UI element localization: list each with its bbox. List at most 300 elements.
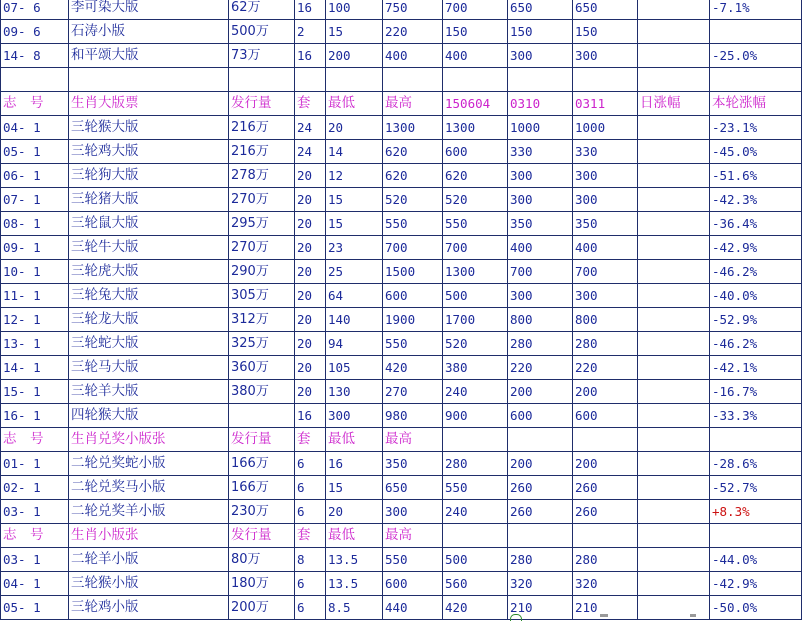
cell-price-a[interactable] bbox=[443, 524, 508, 548]
cell-issue[interactable]: 290万 bbox=[229, 260, 295, 284]
cell-price-c[interactable]: 0311 bbox=[573, 92, 638, 116]
cell-issue[interactable]: 200万 bbox=[229, 596, 295, 620]
cell-day-change[interactable] bbox=[638, 404, 710, 428]
cell-code[interactable]: 11- 1 bbox=[1, 284, 69, 308]
cell-issue[interactable]: 发行量 bbox=[229, 428, 295, 452]
cell-low[interactable]: 23 bbox=[326, 236, 383, 260]
cell-issue[interactable]: 278万 bbox=[229, 164, 295, 188]
cell-price-b[interactable]: 330 bbox=[508, 140, 573, 164]
cell-round-change[interactable]: -7.1% bbox=[710, 0, 802, 20]
cell-code[interactable]: 04- 1 bbox=[1, 116, 69, 140]
cell-low[interactable]: 200 bbox=[326, 44, 383, 68]
cell-day-change[interactable] bbox=[638, 332, 710, 356]
cell-set[interactable]: 8 bbox=[295, 548, 326, 572]
cell-issue[interactable]: 230万 bbox=[229, 500, 295, 524]
cell-set[interactable]: 6 bbox=[295, 596, 326, 620]
cell-high[interactable]: 620 bbox=[383, 164, 443, 188]
cell-name[interactable]: 三轮虎大版 bbox=[69, 260, 229, 284]
cell-high[interactable]: 1900 bbox=[383, 308, 443, 332]
cell-issue[interactable]: 发行量 bbox=[229, 92, 295, 116]
cell-round-change[interactable]: -16.7% bbox=[710, 380, 802, 404]
cell-set[interactable]: 6 bbox=[295, 500, 326, 524]
cell-round-change[interactable] bbox=[710, 428, 802, 452]
cell-low[interactable]: 140 bbox=[326, 308, 383, 332]
cell-round-change[interactable]: -45.0% bbox=[710, 140, 802, 164]
cell-low[interactable]: 15 bbox=[326, 20, 383, 44]
table-row bbox=[1, 500, 802, 524]
cell-low[interactable]: 20 bbox=[326, 500, 383, 524]
cell-code[interactable]: 12- 1 bbox=[1, 308, 69, 332]
cell-issue[interactable]: 325万 bbox=[229, 332, 295, 356]
cell-name[interactable]: 三轮猪大版 bbox=[69, 188, 229, 212]
cell-round-change[interactable]: -42.3% bbox=[710, 188, 802, 212]
cell-low[interactable]: 15 bbox=[326, 188, 383, 212]
cell-day-change[interactable] bbox=[638, 356, 710, 380]
cell-high[interactable]: 1500 bbox=[383, 260, 443, 284]
cell-price-a[interactable]: 550 bbox=[443, 212, 508, 236]
cell-price-b[interactable]: 350 bbox=[508, 212, 573, 236]
cell-price-c[interactable]: 300 bbox=[573, 188, 638, 212]
cell-price-a[interactable]: 150604 bbox=[443, 92, 508, 116]
cell-set[interactable]: 20 bbox=[295, 164, 326, 188]
cell-price-b[interactable]: 260 bbox=[508, 476, 573, 500]
cell-day-change[interactable] bbox=[638, 524, 710, 548]
table-row bbox=[1, 452, 802, 476]
cell-issue[interactable]: 80万 bbox=[229, 548, 295, 572]
cell-high[interactable]: 最高 bbox=[383, 428, 443, 452]
cell-price-c[interactable] bbox=[573, 524, 638, 548]
cell-price-c[interactable]: 800 bbox=[573, 308, 638, 332]
cell-low[interactable]: 300 bbox=[326, 404, 383, 428]
cell-low[interactable] bbox=[326, 68, 383, 92]
cell-code[interactable] bbox=[1, 68, 69, 92]
cell-issue[interactable]: 180万 bbox=[229, 572, 295, 596]
cell-price-a[interactable]: 520 bbox=[443, 188, 508, 212]
cell-low[interactable]: 最低 bbox=[326, 92, 383, 116]
cell-set[interactable]: 24 bbox=[295, 116, 326, 140]
cell-low[interactable]: 94 bbox=[326, 332, 383, 356]
cell-price-b[interactable]: 220 bbox=[508, 356, 573, 380]
cell-set[interactable]: 20 bbox=[295, 212, 326, 236]
cell-day-change[interactable] bbox=[638, 500, 710, 524]
cell-issue[interactable]: 305万 bbox=[229, 284, 295, 308]
cell-high[interactable]: 700 bbox=[383, 236, 443, 260]
cell-price-c[interactable]: 650 bbox=[573, 0, 638, 20]
cell-set[interactable]: 20 bbox=[295, 260, 326, 284]
cell-day-change[interactable] bbox=[638, 0, 710, 20]
cell-code[interactable]: 08- 1 bbox=[1, 212, 69, 236]
cell-price-a[interactable]: 1700 bbox=[443, 308, 508, 332]
cell-name[interactable]: 三轮鸡大版 bbox=[69, 140, 229, 164]
cell-set[interactable]: 20 bbox=[295, 284, 326, 308]
cell-price-a[interactable]: 240 bbox=[443, 380, 508, 404]
cell-day-change[interactable] bbox=[638, 572, 710, 596]
cell-low[interactable]: 最低 bbox=[326, 428, 383, 452]
cell-price-a[interactable]: 700 bbox=[443, 236, 508, 260]
cell-high[interactable]: 620 bbox=[383, 140, 443, 164]
cell-issue[interactable]: 270万 bbox=[229, 236, 295, 260]
cell-set[interactable]: 16 bbox=[295, 0, 326, 20]
cell-set[interactable]: 16 bbox=[295, 404, 326, 428]
cell-price-b[interactable]: 320 bbox=[508, 572, 573, 596]
cell-price-b[interactable]: 200 bbox=[508, 380, 573, 404]
cell-issue[interactable]: 270万 bbox=[229, 188, 295, 212]
table-row bbox=[1, 284, 802, 308]
cell-code[interactable]: 09- 1 bbox=[1, 236, 69, 260]
cell-price-c[interactable] bbox=[573, 428, 638, 452]
cell-name[interactable]: 生肖大版票 bbox=[69, 92, 229, 116]
cell-price-b[interactable] bbox=[508, 524, 573, 548]
cell-set[interactable]: 24 bbox=[295, 140, 326, 164]
cell-issue[interactable]: 216万 bbox=[229, 116, 295, 140]
cell-price-c[interactable]: 200 bbox=[573, 452, 638, 476]
cell-day-change[interactable] bbox=[638, 164, 710, 188]
cell-price-b[interactable]: 300 bbox=[508, 284, 573, 308]
cell-price-a[interactable]: 240 bbox=[443, 500, 508, 524]
cell-set[interactable] bbox=[295, 68, 326, 92]
cell-set[interactable]: 16 bbox=[295, 44, 326, 68]
cell-round-change[interactable]: -52.7% bbox=[710, 476, 802, 500]
cell-code[interactable]: 01- 1 bbox=[1, 452, 69, 476]
cell-price-b[interactable]: 600 bbox=[508, 404, 573, 428]
cell-code[interactable]: 03- 1 bbox=[1, 548, 69, 572]
cell-price-b[interactable]: 150 bbox=[508, 20, 573, 44]
cell-code[interactable]: 03- 1 bbox=[1, 500, 69, 524]
cell-price-c[interactable]: 330 bbox=[573, 140, 638, 164]
cell-set[interactable]: 套 bbox=[295, 428, 326, 452]
cell-code[interactable]: 07- 1 bbox=[1, 188, 69, 212]
cell-name[interactable]: 三轮牛大版 bbox=[69, 236, 229, 260]
cell-price-a[interactable] bbox=[443, 428, 508, 452]
cell-day-change[interactable] bbox=[638, 236, 710, 260]
cell-low[interactable]: 20 bbox=[326, 116, 383, 140]
cell-high[interactable]: 1300 bbox=[383, 116, 443, 140]
cell-name[interactable] bbox=[69, 68, 229, 92]
cell-issue[interactable] bbox=[229, 68, 295, 92]
cell-price-a[interactable]: 600 bbox=[443, 140, 508, 164]
cell-price-a[interactable]: 620 bbox=[443, 164, 508, 188]
cell-price-b[interactable]: 0310 bbox=[508, 92, 573, 116]
cell-price-b[interactable]: 650 bbox=[508, 0, 573, 20]
cell-high[interactable]: 980 bbox=[383, 404, 443, 428]
cell-low[interactable]: 最低 bbox=[326, 524, 383, 548]
cell-round-change[interactable]: -46.2% bbox=[710, 332, 802, 356]
cell-round-change[interactable]: -36.4% bbox=[710, 212, 802, 236]
cell-issue[interactable]: 216万 bbox=[229, 140, 295, 164]
cell-issue[interactable]: 360万 bbox=[229, 356, 295, 380]
cell-code[interactable]: 14- 1 bbox=[1, 356, 69, 380]
cell-price-a[interactable]: 420 bbox=[443, 596, 508, 620]
cell-price-b[interactable]: 800 bbox=[508, 308, 573, 332]
cell-price-a[interactable]: 400 bbox=[443, 44, 508, 68]
cell-price-c[interactable]: 350 bbox=[573, 212, 638, 236]
cell-name[interactable]: 三轮猴大版 bbox=[69, 116, 229, 140]
cell-day-change[interactable] bbox=[638, 428, 710, 452]
cell-price-c[interactable]: 260 bbox=[573, 500, 638, 524]
cell-set[interactable]: 20 bbox=[295, 308, 326, 332]
cell-price-b[interactable]: 280 bbox=[508, 548, 573, 572]
cell-set[interactable]: 套 bbox=[295, 524, 326, 548]
cell-code[interactable]: 05- 1 bbox=[1, 596, 69, 620]
cell-price-a[interactable]: 380 bbox=[443, 356, 508, 380]
cell-high[interactable]: 520 bbox=[383, 188, 443, 212]
cell-price-b[interactable]: 300 bbox=[508, 44, 573, 68]
cell-price-c[interactable]: 280 bbox=[573, 548, 638, 572]
cell-set[interactable]: 20 bbox=[295, 188, 326, 212]
cell-price-a[interactable]: 150 bbox=[443, 20, 508, 44]
cell-name[interactable]: 三轮狗大版 bbox=[69, 164, 229, 188]
cell-day-change[interactable] bbox=[638, 284, 710, 308]
cell-price-a[interactable]: 500 bbox=[443, 548, 508, 572]
table-row bbox=[1, 356, 802, 380]
cell-name[interactable]: 三轮猴小版 bbox=[69, 572, 229, 596]
cell-high[interactable]: 650 bbox=[383, 476, 443, 500]
cell-price-c[interactable]: 150 bbox=[573, 20, 638, 44]
cell-low[interactable]: 15 bbox=[326, 212, 383, 236]
cell-low[interactable]: 130 bbox=[326, 380, 383, 404]
cell-issue[interactable]: 166万 bbox=[229, 452, 295, 476]
cell-day-change[interactable] bbox=[638, 140, 710, 164]
cell-set[interactable]: 6 bbox=[295, 476, 326, 500]
cell-low[interactable]: 14 bbox=[326, 140, 383, 164]
cell-set[interactable]: 20 bbox=[295, 380, 326, 404]
cell-name[interactable]: 二轮兑奖蛇小版 bbox=[69, 452, 229, 476]
cell-day-change[interactable] bbox=[638, 20, 710, 44]
cell-name[interactable]: 三轮鸡小版 bbox=[69, 596, 229, 620]
cell-price-b[interactable]: 200 bbox=[508, 452, 573, 476]
cell-code[interactable]: 04- 1 bbox=[1, 572, 69, 596]
cell-price-c[interactable]: 200 bbox=[573, 380, 638, 404]
cell-low[interactable]: 8.5 bbox=[326, 596, 383, 620]
cell-code[interactable]: 07- 6 bbox=[1, 0, 69, 20]
cell-high[interactable]: 350 bbox=[383, 452, 443, 476]
cell-price-c[interactable]: 700 bbox=[573, 260, 638, 284]
cell-day-change[interactable] bbox=[638, 68, 710, 92]
cell-high[interactable]: 750 bbox=[383, 0, 443, 20]
cell-price-b[interactable] bbox=[508, 68, 573, 92]
cell-price-c[interactable]: 210 bbox=[573, 596, 638, 620]
table-row bbox=[1, 404, 802, 428]
cell-code[interactable]: 02- 1 bbox=[1, 476, 69, 500]
cell-name[interactable]: 生肖兑奖小版张 bbox=[69, 428, 229, 452]
cell-round-change[interactable]: -51.6% bbox=[710, 164, 802, 188]
cell-price-a[interactable]: 1300 bbox=[443, 116, 508, 140]
cell-code[interactable]: 14- 8 bbox=[1, 44, 69, 68]
cell-code[interactable]: 志 号 bbox=[1, 524, 69, 548]
cell-price-c[interactable]: 280 bbox=[573, 332, 638, 356]
cell-name[interactable]: 二轮兑奖马小版 bbox=[69, 476, 229, 500]
cell-price-c[interactable]: 400 bbox=[573, 236, 638, 260]
cell-code[interactable]: 05- 1 bbox=[1, 140, 69, 164]
cell-low[interactable]: 12 bbox=[326, 164, 383, 188]
header-row bbox=[1, 92, 802, 116]
cell-name[interactable]: 三轮蛇大版 bbox=[69, 332, 229, 356]
cell-round-change[interactable]: -42.9% bbox=[710, 236, 802, 260]
cell-issue[interactable]: 500万 bbox=[229, 20, 295, 44]
cell-low[interactable]: 100 bbox=[326, 0, 383, 20]
cell-set[interactable]: 套 bbox=[295, 92, 326, 116]
cell-high[interactable]: 300 bbox=[383, 500, 443, 524]
cell-day-change[interactable] bbox=[638, 212, 710, 236]
cell-low[interactable]: 25 bbox=[326, 260, 383, 284]
cell-price-a[interactable] bbox=[443, 68, 508, 92]
cell-price-b[interactable]: 210 bbox=[508, 596, 573, 620]
cell-issue[interactable]: 166万 bbox=[229, 476, 295, 500]
cell-low[interactable]: 105 bbox=[326, 356, 383, 380]
cell-name[interactable]: 二轮羊小版 bbox=[69, 548, 229, 572]
cell-set[interactable]: 20 bbox=[295, 332, 326, 356]
cell-round-change[interactable]: -33.3% bbox=[710, 404, 802, 428]
cell-name[interactable]: 石涛小版 bbox=[69, 20, 229, 44]
cell-round-change[interactable]: 本轮涨幅 bbox=[710, 92, 802, 116]
cell-high[interactable]: 220 bbox=[383, 20, 443, 44]
cell-name[interactable]: 三轮鼠大版 bbox=[69, 212, 229, 236]
cell-price-a[interactable]: 900 bbox=[443, 404, 508, 428]
cell-round-change[interactable]: -23.1% bbox=[710, 116, 802, 140]
header-row bbox=[1, 524, 802, 548]
cell-price-c[interactable]: 300 bbox=[573, 284, 638, 308]
cell-day-change[interactable] bbox=[638, 116, 710, 140]
cell-name[interactable]: 李可染大版 bbox=[69, 0, 229, 20]
cell-round-change[interactable]: -52.9% bbox=[710, 308, 802, 332]
table-row bbox=[1, 212, 802, 236]
cell-high[interactable]: 最高 bbox=[383, 524, 443, 548]
cell-price-c[interactable]: 300 bbox=[573, 164, 638, 188]
cell-price-c[interactable]: 220 bbox=[573, 356, 638, 380]
cell-price-a[interactable]: 520 bbox=[443, 332, 508, 356]
cell-high[interactable]: 270 bbox=[383, 380, 443, 404]
cell-name[interactable]: 四轮猴大版 bbox=[69, 404, 229, 428]
cell-round-change[interactable]: -50.0% bbox=[710, 596, 802, 620]
cell-price-b[interactable] bbox=[508, 428, 573, 452]
cell-issue[interactable]: 295万 bbox=[229, 212, 295, 236]
cell-code[interactable]: 志 号 bbox=[1, 428, 69, 452]
cell-code[interactable]: 06- 1 bbox=[1, 164, 69, 188]
cell-issue[interactable] bbox=[229, 404, 295, 428]
cell-high[interactable]: 550 bbox=[383, 548, 443, 572]
cell-round-change[interactable]: -44.0% bbox=[710, 548, 802, 572]
cell-round-change[interactable] bbox=[710, 20, 802, 44]
cell-code[interactable]: 10- 1 bbox=[1, 260, 69, 284]
cell-code[interactable]: 15- 1 bbox=[1, 380, 69, 404]
cell-set[interactable]: 6 bbox=[295, 452, 326, 476]
cell-round-change[interactable] bbox=[710, 68, 802, 92]
cell-price-c[interactable] bbox=[573, 68, 638, 92]
cell-round-change[interactable]: -28.6% bbox=[710, 452, 802, 476]
cell-day-change[interactable] bbox=[638, 188, 710, 212]
cell-day-change[interactable] bbox=[638, 452, 710, 476]
cell-day-change[interactable] bbox=[638, 260, 710, 284]
cell-price-b[interactable]: 300 bbox=[508, 188, 573, 212]
cell-price-b[interactable]: 260 bbox=[508, 500, 573, 524]
cell-low[interactable]: 13.5 bbox=[326, 548, 383, 572]
cell-day-change[interactable] bbox=[638, 308, 710, 332]
cell-price-b[interactable]: 280 bbox=[508, 332, 573, 356]
cell-day-change[interactable] bbox=[638, 380, 710, 404]
cell-code[interactable]: 09- 6 bbox=[1, 20, 69, 44]
cell-price-a[interactable]: 500 bbox=[443, 284, 508, 308]
cell-issue[interactable]: 73万 bbox=[229, 44, 295, 68]
cell-price-a[interactable]: 1300 bbox=[443, 260, 508, 284]
cell-high[interactable]: 400 bbox=[383, 44, 443, 68]
cell-round-change[interactable]: -25.0% bbox=[710, 44, 802, 68]
cell-day-change[interactable] bbox=[638, 548, 710, 572]
cell-code[interactable]: 志 号 bbox=[1, 92, 69, 116]
cell-low[interactable]: 16 bbox=[326, 452, 383, 476]
cell-price-c[interactable]: 320 bbox=[573, 572, 638, 596]
cell-high[interactable]: 550 bbox=[383, 332, 443, 356]
cell-round-change[interactable] bbox=[710, 524, 802, 548]
scroll-artifact bbox=[690, 614, 696, 617]
cell-round-change[interactable]: +8.3% bbox=[710, 500, 802, 524]
cell-name[interactable]: 二轮兑奖羊小版 bbox=[69, 500, 229, 524]
cell-issue[interactable]: 380万 bbox=[229, 380, 295, 404]
cell-high[interactable]: 420 bbox=[383, 356, 443, 380]
cell-high[interactable]: 550 bbox=[383, 212, 443, 236]
table-row bbox=[1, 236, 802, 260]
cell-high[interactable]: 440 bbox=[383, 596, 443, 620]
cell-round-change[interactable]: -40.0% bbox=[710, 284, 802, 308]
cell-name[interactable]: 三轮兔大版 bbox=[69, 284, 229, 308]
cell-name[interactable]: 和平颂大版 bbox=[69, 44, 229, 68]
cell-price-c[interactable]: 600 bbox=[573, 404, 638, 428]
cell-low[interactable]: 13.5 bbox=[326, 572, 383, 596]
table-row bbox=[1, 476, 802, 500]
cell-high[interactable] bbox=[383, 68, 443, 92]
cell-price-a[interactable]: 280 bbox=[443, 452, 508, 476]
cell-price-b[interactable]: 1000 bbox=[508, 116, 573, 140]
cell-code[interactable]: 16- 1 bbox=[1, 404, 69, 428]
cell-issue[interactable]: 62万 bbox=[229, 0, 295, 20]
cell-day-change[interactable] bbox=[638, 596, 710, 620]
cell-price-a[interactable]: 560 bbox=[443, 572, 508, 596]
cell-issue[interactable]: 312万 bbox=[229, 308, 295, 332]
cell-day-change[interactable] bbox=[638, 44, 710, 68]
cell-set[interactable]: 2 bbox=[295, 20, 326, 44]
cell-set[interactable]: 20 bbox=[295, 356, 326, 380]
cell-high[interactable]: 最高 bbox=[383, 92, 443, 116]
cell-price-b[interactable]: 700 bbox=[508, 260, 573, 284]
cell-day-change[interactable] bbox=[638, 476, 710, 500]
cell-price-c[interactable]: 1000 bbox=[573, 116, 638, 140]
cell-name[interactable]: 三轮马大版 bbox=[69, 356, 229, 380]
cell-price-a[interactable]: 700 bbox=[443, 0, 508, 20]
cell-name[interactable]: 三轮羊大版 bbox=[69, 380, 229, 404]
cell-price-b[interactable]: 300 bbox=[508, 164, 573, 188]
cell-name[interactable]: 生肖小版张 bbox=[69, 524, 229, 548]
table-row bbox=[1, 164, 802, 188]
header-row bbox=[1, 428, 802, 452]
cell-issue[interactable]: 发行量 bbox=[229, 524, 295, 548]
cell-price-b[interactable]: 400 bbox=[508, 236, 573, 260]
cell-set[interactable]: 20 bbox=[295, 236, 326, 260]
cell-round-change[interactable]: -42.1% bbox=[710, 356, 802, 380]
cell-high[interactable]: 600 bbox=[383, 572, 443, 596]
cell-set[interactable]: 6 bbox=[295, 572, 326, 596]
cell-price-a[interactable]: 550 bbox=[443, 476, 508, 500]
cell-name[interactable]: 三轮龙大版 bbox=[69, 308, 229, 332]
cell-code[interactable]: 13- 1 bbox=[1, 332, 69, 356]
cell-price-c[interactable]: 300 bbox=[573, 44, 638, 68]
table-row bbox=[1, 140, 802, 164]
cell-round-change[interactable]: -46.2% bbox=[710, 260, 802, 284]
cell-low[interactable]: 15 bbox=[326, 476, 383, 500]
cell-high[interactable]: 600 bbox=[383, 284, 443, 308]
cell-day-change[interactable]: 日涨幅 bbox=[638, 92, 710, 116]
cell-price-c[interactable]: 260 bbox=[573, 476, 638, 500]
cell-round-change[interactable]: -42.9% bbox=[710, 572, 802, 596]
cell-low[interactable]: 64 bbox=[326, 284, 383, 308]
